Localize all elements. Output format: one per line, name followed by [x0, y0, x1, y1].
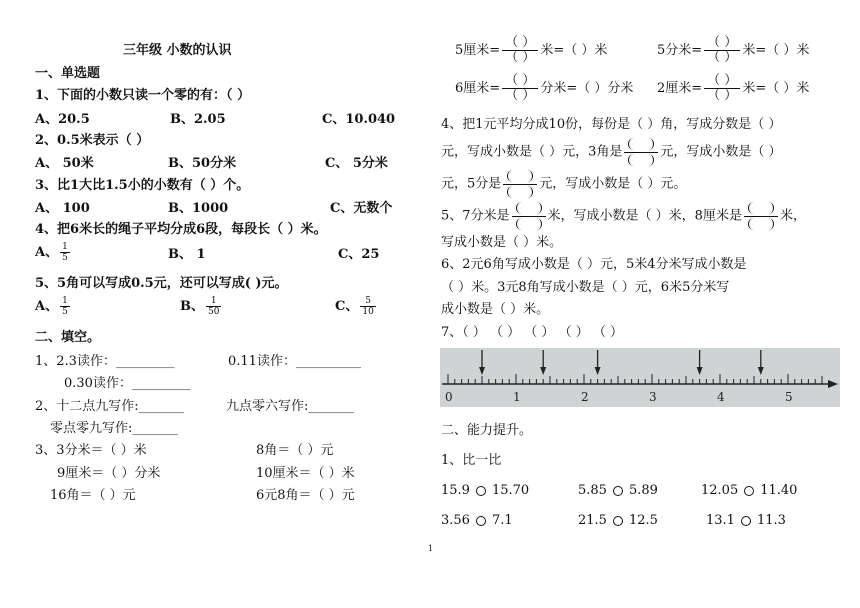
compare-item: 5.85 5.89: [578, 483, 658, 498]
fraction: $\frac{1}{5}$: [62, 242, 68, 263]
ruler-label: 1: [513, 390, 521, 404]
conversion-line: 5厘米= （ ） （ ） 米=（ ）米: [455, 35, 608, 65]
marker-arrowhead: [540, 367, 546, 375]
ruler-label: 4: [717, 390, 725, 404]
blank-circle: [476, 516, 486, 526]
question-text: 写成小数是（ ）米。: [441, 235, 563, 250]
option-c: C、25: [338, 247, 380, 262]
question-stem: 3、比1大比1.5小的小数有（ ）个。: [35, 178, 250, 193]
subsection-title: 1、比一比: [441, 453, 502, 468]
fill-item: 九点零六写作:_______: [226, 399, 354, 414]
conversion-line: 6厘米= （ ） （ ） 分米=（ ）分米: [455, 73, 634, 103]
compare-item: 13.1 11.3: [706, 513, 786, 528]
ruler-label: 3: [649, 390, 657, 404]
blank-circle: [741, 516, 751, 526]
ruler-label: 5: [785, 390, 793, 404]
question-text: 成小数是（ ）米。: [441, 302, 550, 317]
option-c: C、 $\frac{5}{10}$: [335, 296, 374, 317]
question-text: 元，5分是 元，写成小数是（ ）元。: [441, 170, 686, 198]
fraction: $\frac{1}{5}$: [62, 296, 68, 317]
option-b: B、1000: [168, 201, 229, 216]
fraction: $\frac{1}{50}$: [208, 296, 220, 317]
question-text: 4、把1元平均分成10份，每份是（ ）角，写成分数是（ ）: [441, 117, 782, 132]
compare-item: 21.5 12.5: [578, 513, 658, 528]
fill-item: 16角＝（ ）元: [50, 488, 136, 503]
blank-circle: [613, 516, 623, 526]
page-number: 1: [428, 544, 434, 553]
section-heading: 一、单选题: [35, 66, 101, 81]
marker-arrowhead: [697, 367, 703, 375]
conversion-line: 5分米= （ ） （ ） 米=（ ）米: [657, 35, 810, 65]
fill-item: 3、3分米＝（ ）米: [35, 443, 147, 458]
compare-item: 3.56 7.1: [441, 513, 513, 528]
fill-item: 2、十二点九写作:_______: [35, 399, 185, 414]
option-a: A、 50米: [35, 156, 94, 171]
option-b: B、 $\frac{1}{50}$: [180, 296, 220, 317]
question-text: 7、（ ） （ ） （ ） （ ） （ ）: [441, 325, 623, 340]
section-heading: 二、能力提升。: [441, 423, 533, 438]
question-stem: 4、把6米长的绳子平均分成6段，每段长（ ）米。: [35, 222, 327, 237]
marker-arrowhead: [479, 367, 485, 375]
option-c: C、10.040: [322, 112, 396, 127]
page-title: 三年级 小数的认识: [123, 43, 232, 58]
blank-circle: [613, 486, 623, 496]
option-a: A、 $\frac{1}{5}$: [35, 242, 68, 263]
option-b: B、50分米: [168, 156, 237, 171]
marker-arrowhead: [758, 367, 764, 375]
option-a: A、20.5: [35, 112, 90, 127]
fill-item: 8角＝（ ）元: [256, 443, 334, 458]
question-text: 6、2元6角写成小数是（ ）元，5米4分米写成小数是: [441, 257, 747, 272]
conversion-line: 2厘米= （ ） （ ） 米=（ ）米: [657, 73, 810, 103]
fill-item: 9厘米＝（ ）分米: [57, 466, 161, 481]
number-line-svg: [440, 348, 840, 407]
fill-item: 0.30读作：_________: [64, 376, 191, 391]
question-text: 元，写成小数是（ ）元，3角是 元，写成小数是（ ）: [441, 138, 782, 166]
fill-item: 零点零九写作:_______: [50, 421, 178, 436]
compare-item: 12.05 11.40: [701, 483, 798, 498]
option-b: B、 1: [168, 247, 206, 262]
compare-item: 15.9 15.70: [441, 483, 530, 498]
question-stem: 2、0.5米表示（ ）: [35, 133, 150, 148]
fraction: $\frac{5}{10}$: [362, 296, 374, 317]
section-heading: 二、填空。: [35, 330, 101, 345]
axis-arrowhead: [828, 380, 838, 388]
option-c: C、无数个: [330, 201, 393, 216]
blank-circle: [476, 486, 486, 496]
question-stem: 5、5角可以写成0.5元，还可以写成( )元。: [35, 276, 288, 291]
option-a: A、 $\frac{1}{5}$: [35, 296, 68, 317]
question-text: 5、7分米是 米，写成小数是（ ）米，8厘米是 米，: [441, 202, 806, 230]
option-b: B、2.05: [170, 112, 226, 127]
fill-item: 10厘米＝（ ）米: [256, 466, 355, 481]
marker-arrowhead: [595, 367, 601, 375]
blank-circle: [744, 486, 754, 496]
fill-item: 1、2.3读作：_________: [35, 354, 175, 369]
option-a: A、 100: [35, 201, 90, 216]
number-line-ruler: [440, 348, 840, 407]
ruler-label: 2: [581, 390, 589, 404]
fill-item: 0.11读作：__________: [228, 354, 361, 369]
question-stem: 1、下面的小数只读一个零的有：（ ）: [35, 88, 251, 103]
fill-item: 6元8角＝（ ）元: [256, 488, 355, 503]
question-text: （ ）米。3元8角写成小数是（ ）元，6米5分米写: [441, 280, 730, 295]
ruler-label: 0: [445, 390, 453, 404]
option-c: C、 5分米: [325, 156, 388, 171]
